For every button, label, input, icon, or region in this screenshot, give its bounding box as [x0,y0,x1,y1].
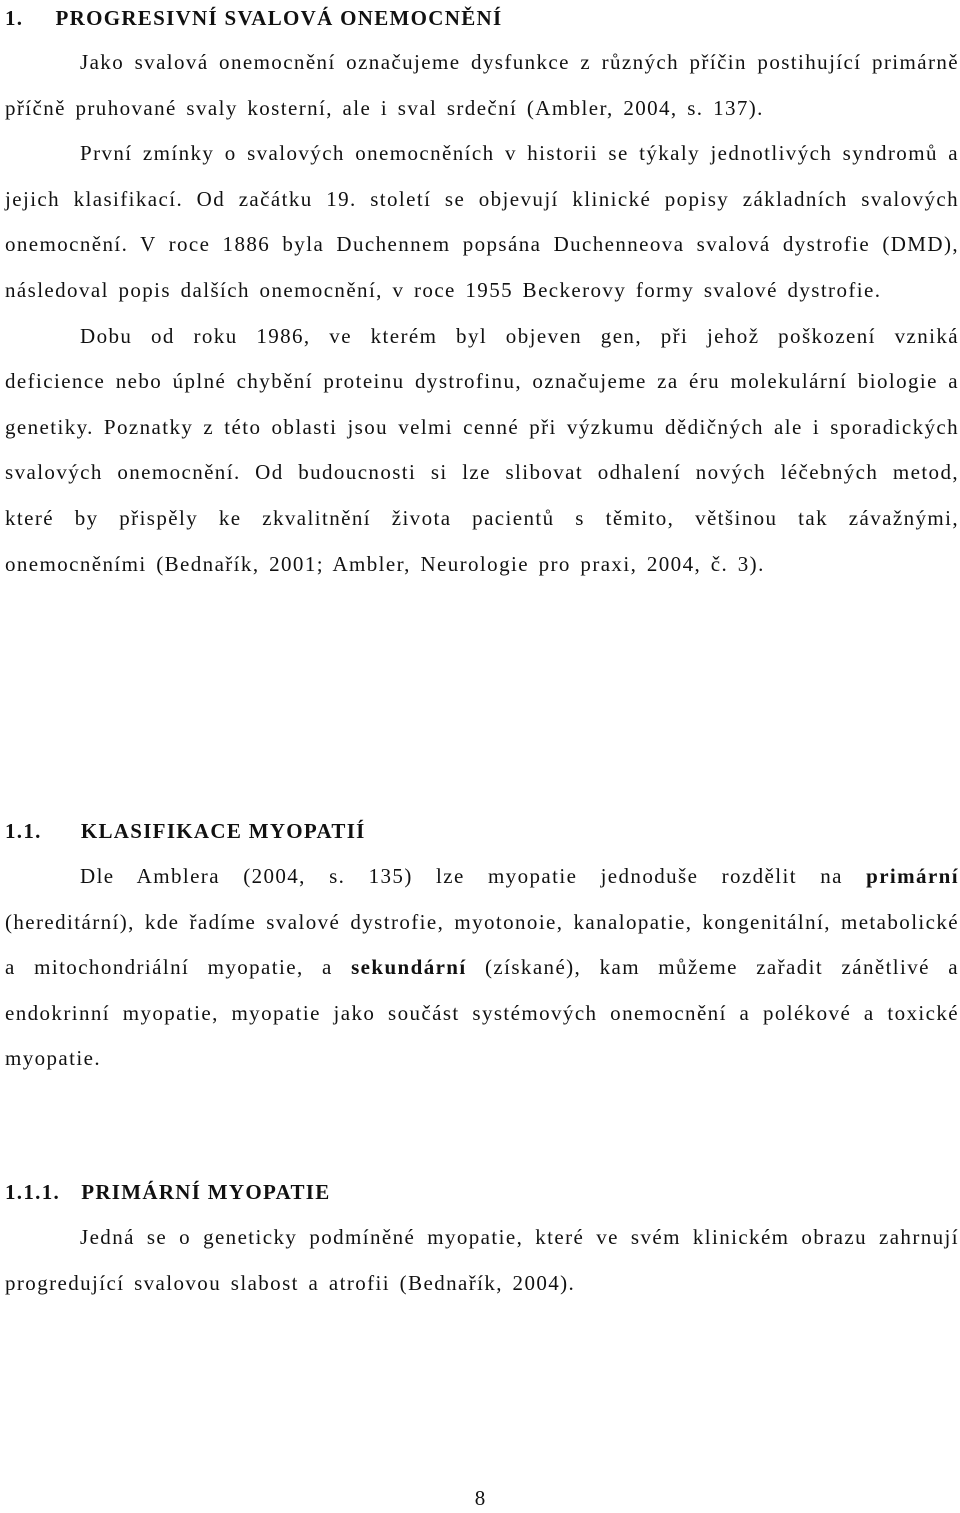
paragraph: Dobu od roku 1986, ve kterém byl objeven gen, při jehož poškození vzniká deficience nebo úplné chybění proteinu dystrofinu, označujeme za éru molekulární biologie a genetiky. Poznatky z této oblasti jsou velmi cenné při výzkumu dědičných ale i sporadických svalových onemocnění. Od budoucnosti si lze slibovat odhalení nových léčebných metod, které by přispěly ke zkvalitnění života pacientů s těmito, většinou tak závažnými, onemocněními (Bednařík, 2001; Ambler, Neurologie pro praxi, 2004, č. 3). [5,323,959,576]
section-3-body [5,1215,959,1306]
section-number: 1.1. [5,819,42,843]
paragraph: Jedná se o geneticky podmíněné myopatie, které ve svém klinickém obrazu zahrnují progredující svalovou slabost a atrofii (Bednařík, 2004). [5,1225,959,1295]
subsection-title: PRIMÁRNÍ MYOPATIE [81,1180,331,1204]
paragraph: První zmínky o svalových onemocněních v historii se týkaly jednotlivých syndromů a jejich klasifikací. Od začátku 19. století se objevují klinické popisy základních svalových onemocnění. V roce 1886 byla Duchennem popsána Duchenneova svalová dystrofie (DMD), následoval popis dalších onemocnění, v roce 1955 Beckerovy formy svalové dystrofie. [5,141,959,302]
subsection-number: 1.1.1. [5,1180,61,1204]
chapter-title: PROGRESIVNÍ SVALOVÁ ONEMOCNĚNÍ [55,6,503,30]
bold-term-primary: primární [866,864,959,888]
chapter-number: 1. [5,6,24,30]
bold-term-secondary: sekundární [351,955,467,980]
text-run: (hereditární), kde řadíme svalové dystrofie, myotonoie, kanalopatie, kongenitální, metabolické a mitochondriální myopatie, a [5,909,959,980]
text-run: Dle Amblera (2004, s. 135) lze myopatie jednoduše rozdělit na [80,864,867,888]
section-2-body [5,854,959,1082]
page-number: 8 [474,1486,486,1510]
paragraph: Jako svalová onemocnění označujeme dysfunkce z různých příčin postihující primárně příčně pruhované svaly kosterní, ale i sval srdeční (Ambler, 2004, s. 137). [5,50,959,120]
section-1-body [5,40,959,587]
section-heading [5,821,366,842]
section-title: KLASIFIKACE MYOPATIÍ [80,819,366,843]
subsection-heading [5,1182,331,1203]
paragraph [5,854,959,1082]
text-run: (získané), kam můžeme zařadit zánětlivé a endokrinní myopatie, myopatie jako součást systémových onemocnění a polékové a toxické myopatie. [5,955,959,1071]
chapter-heading [5,8,503,29]
